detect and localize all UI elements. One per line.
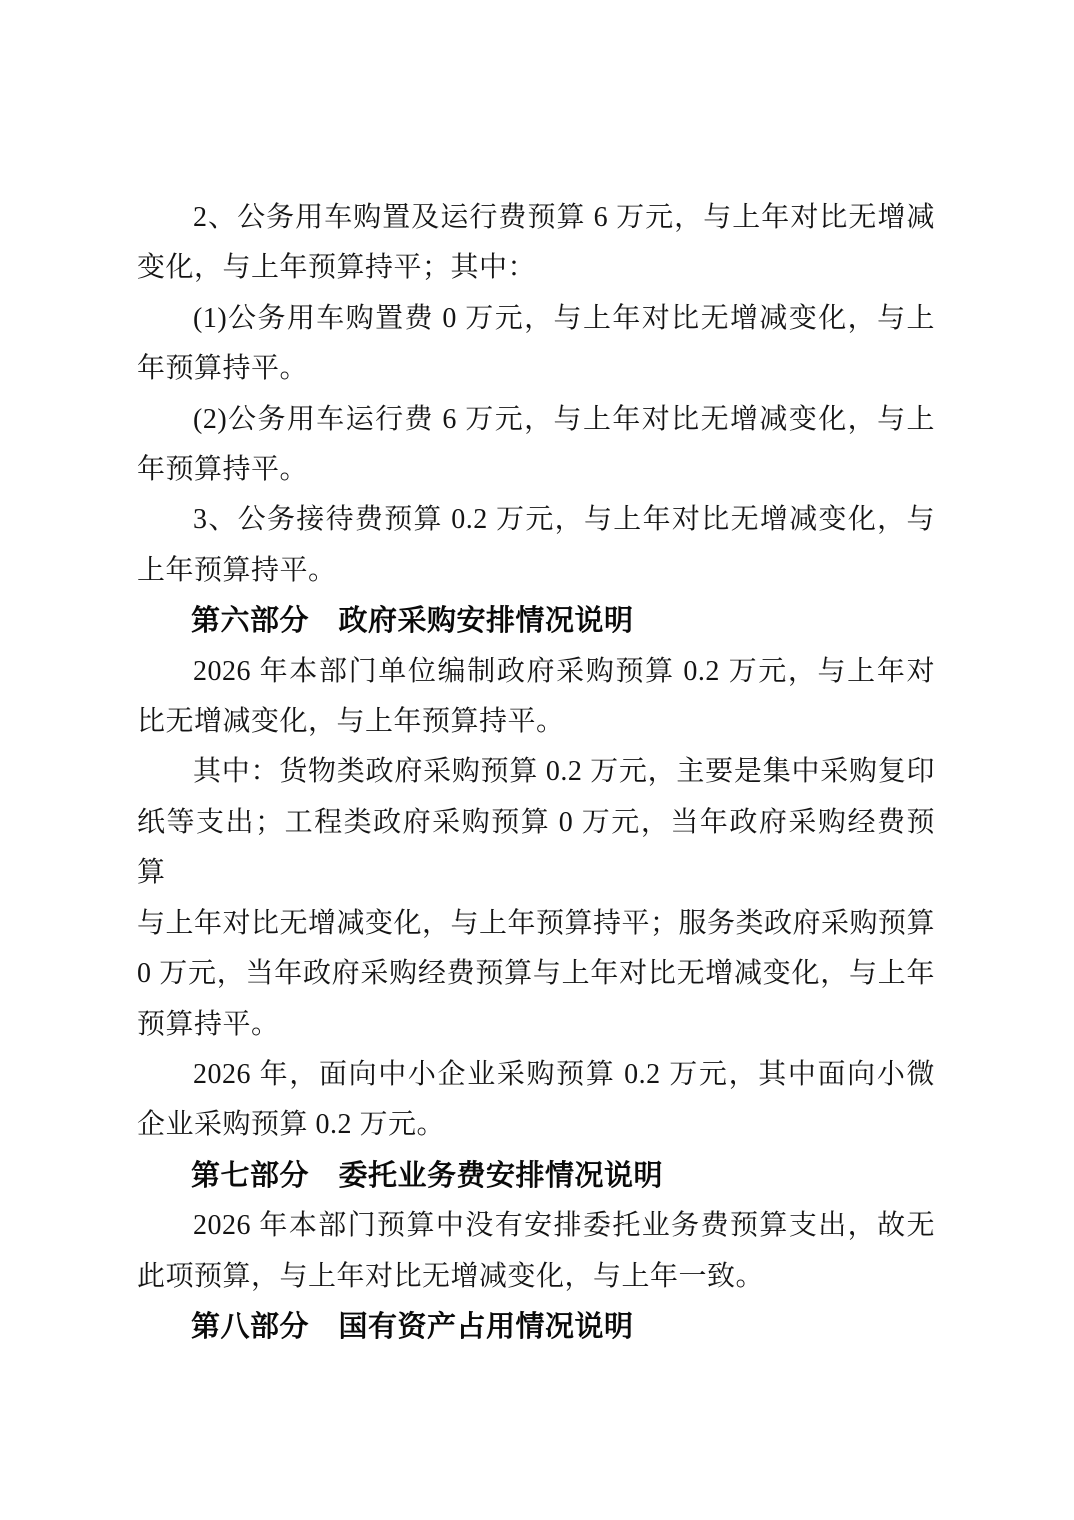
text-line: 0 万元，当年政府采购经费预算与上年对比无增减变化，与上年 [137, 958, 935, 990]
para-official-reception-fee [137, 495, 935, 596]
text-line: (1)公务用车购置费 0 万元，与上年对比无增减变化，与上 [193, 302, 935, 334]
para-procurement-breakdown [137, 747, 935, 1049]
para-official-vehicle-budget [137, 193, 935, 294]
text-line: 变化，与上年预算持平；其中： [137, 252, 537, 284]
text-line: 上年预算持平。 [137, 554, 337, 586]
document-content [137, 193, 935, 1352]
para-sme-procurement [137, 1050, 935, 1151]
heading-part-six: 第六部分 政府采购安排情况说明 [191, 605, 634, 638]
text-line: 纸等支出；工程类政府采购预算 0 万元，当年政府采购经费预算 [137, 806, 935, 889]
para-vehicle-purchase-fee [137, 294, 935, 395]
text-line: 年预算持平。 [137, 353, 309, 385]
para-vehicle-operation-fee [137, 395, 935, 496]
text-line: (2)公务用车运行费 6 万元，与上年对比无增减变化，与上 [193, 403, 935, 435]
text-line: 比无增减变化，与上年预算持平。 [137, 706, 565, 738]
text-line: 2026 年本部门预算中没有安排委托业务费预算支出，故无 [193, 1210, 935, 1242]
text-line: 企业采购预算 0.2 万元。 [137, 1109, 446, 1141]
text-line: 其中：货物类政府采购预算 0.2 万元，主要是集中采购复印 [193, 756, 935, 788]
text-line: 2、公务用车购置及运行费预算 6 万元，与上年对比无增减 [193, 202, 935, 233]
text-line: 2026 年，面向中小企业采购预算 0.2 万元，其中面向小微 [193, 1058, 935, 1090]
para-entrusted-services [137, 1201, 935, 1302]
text-line: 2026 年本部门单位编制政府采购预算 0.2 万元，与上年对 [193, 655, 935, 687]
text-line: 年预算持平。 [137, 454, 309, 486]
text-line: 3、公务接待费预算 0.2 万元，与上年对比无增减变化，与 [193, 504, 935, 536]
text-line: 与上年对比无增减变化，与上年预算持平；服务类政府采购预算 [137, 907, 936, 939]
heading-part-seven: 第七部分 委托业务费安排情况说明 [191, 1159, 664, 1192]
text-line: 预算持平。 [137, 1008, 280, 1040]
heading-part-eight: 第八部分 国有资产占用情况说明 [191, 1310, 634, 1343]
para-procurement-total [137, 647, 935, 748]
text-line: 此项预算，与上年对比无增减变化，与上年一致。 [137, 1260, 765, 1292]
